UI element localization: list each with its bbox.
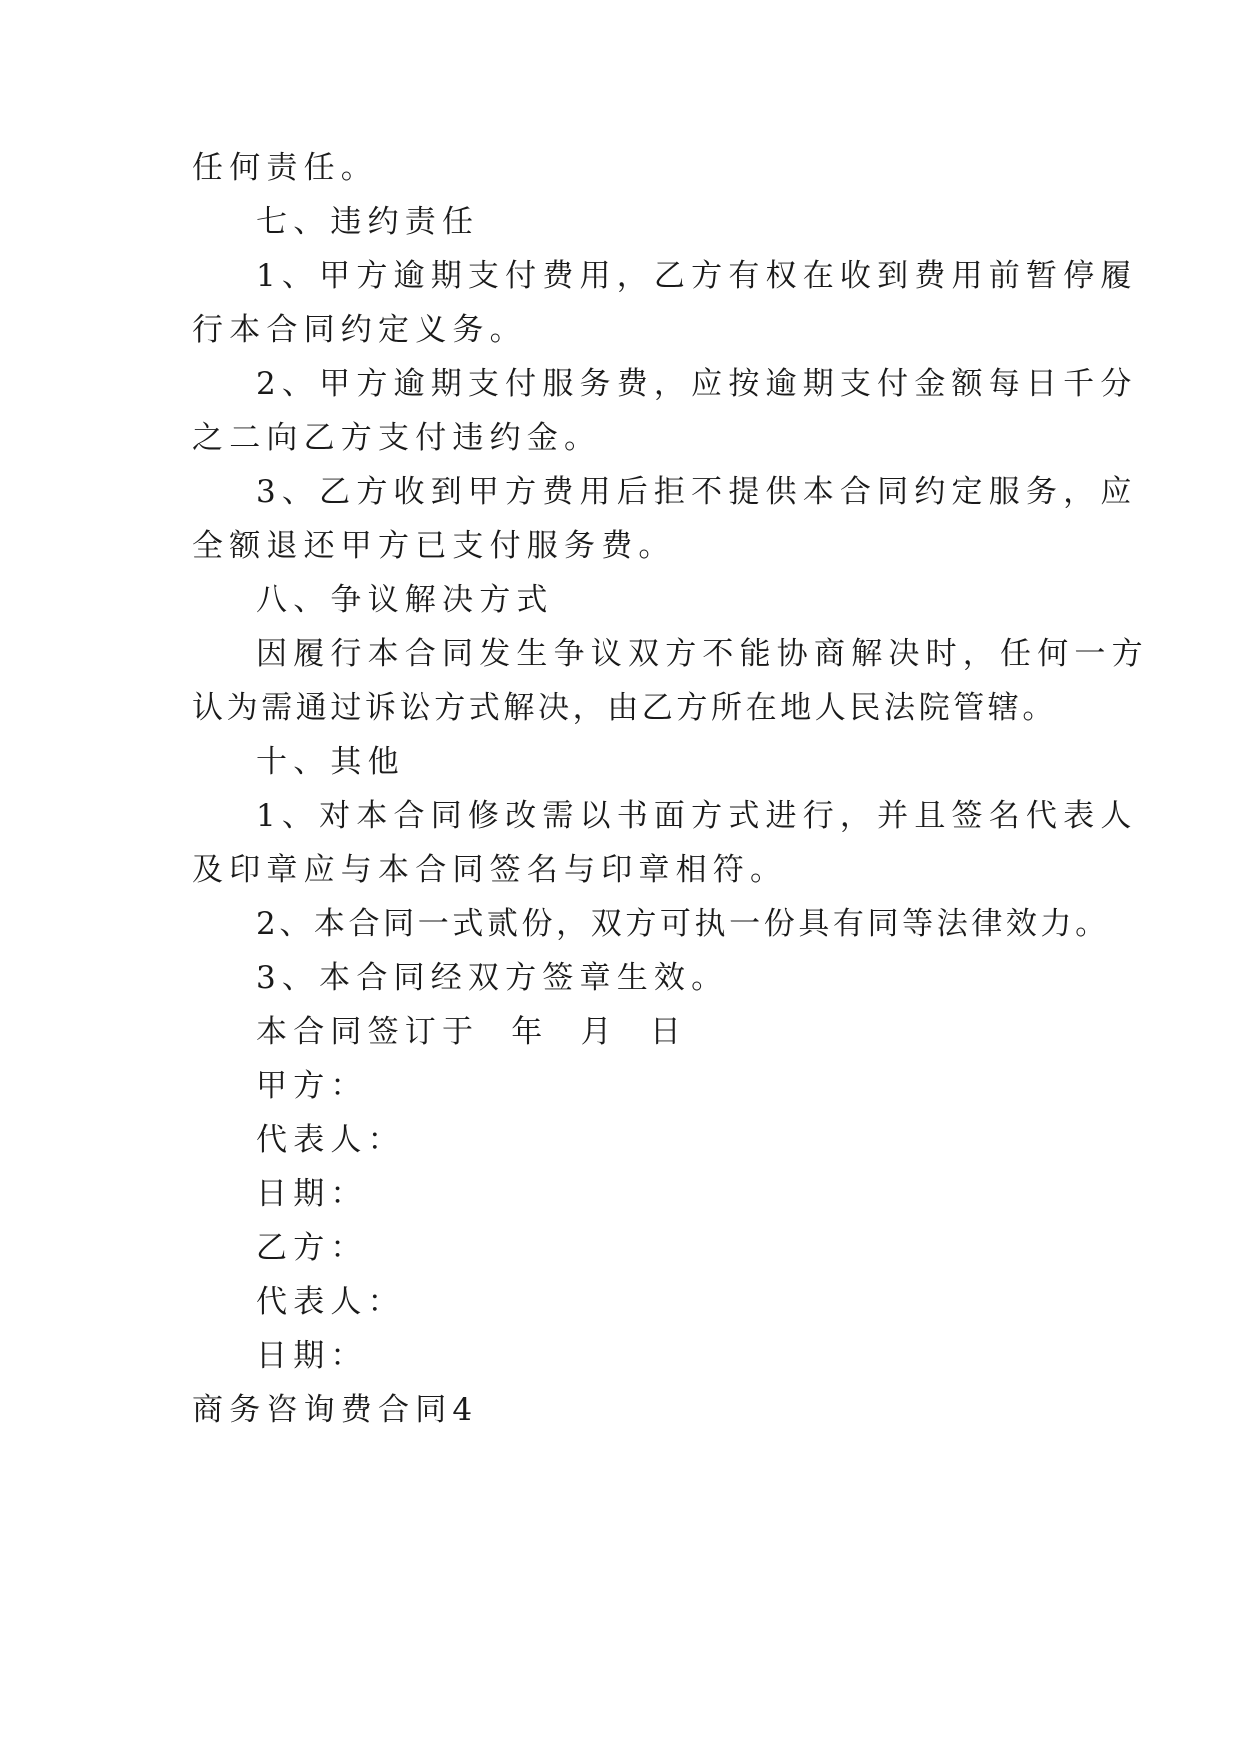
party-a-date-label: 日期： [256,1176,368,1212]
paragraph-line: 2、本合同一式贰份，双方可执一份具有同等法律效力。 [256,906,1110,942]
paragraph-line: 3、乙方收到甲方费用后拒不提供本合同约定服务，应 [256,474,1138,510]
section-heading-other: 十、其他 [256,744,405,780]
paragraph-line: 因履行本合同发生争议双方不能协商解决时，任何一方 [256,636,1149,672]
paragraph-line: 任何责任。 [192,150,378,186]
section-heading-breach: 七、违约责任 [256,204,480,240]
party-a-representative-label: 代表人： [256,1122,405,1158]
paragraph-line: 行本合同约定义务。 [192,312,527,348]
document-title: 商务咨询费合同4 [192,1392,479,1428]
paragraph-line: 全额退还甲方已支付服务费。 [192,528,676,564]
paragraph-line: 及印章应与本合同签名与印章相符。 [192,852,788,888]
paragraph-line: 1、对本合同修改需以书面方式进行，并且签名代表人 [256,798,1138,834]
section-heading-dispute: 八、争议解决方式 [256,582,554,618]
party-a-label: 甲方： [256,1068,368,1104]
paragraph-line: 3、本合同经双方签章生效。 [256,960,729,996]
party-b-representative-label: 代表人： [256,1284,405,1320]
signing-date-line: 本合同签订于 年 月 日 [256,1014,688,1050]
paragraph-line: 2、甲方逾期支付服务费，应按逾期支付金额每日千分 [256,366,1138,402]
paragraph-line: 认为需通过诉讼方式解决，由乙方所在地人民法院管辖。 [192,690,1057,726]
paragraph-line: 之二向乙方支付违约金。 [192,420,602,456]
paragraph-line: 1、甲方逾期支付费用，乙方有权在收到费用前暂停履 [256,258,1138,294]
party-b-date-label: 日期： [256,1338,368,1374]
party-b-label: 乙方： [256,1230,368,1266]
